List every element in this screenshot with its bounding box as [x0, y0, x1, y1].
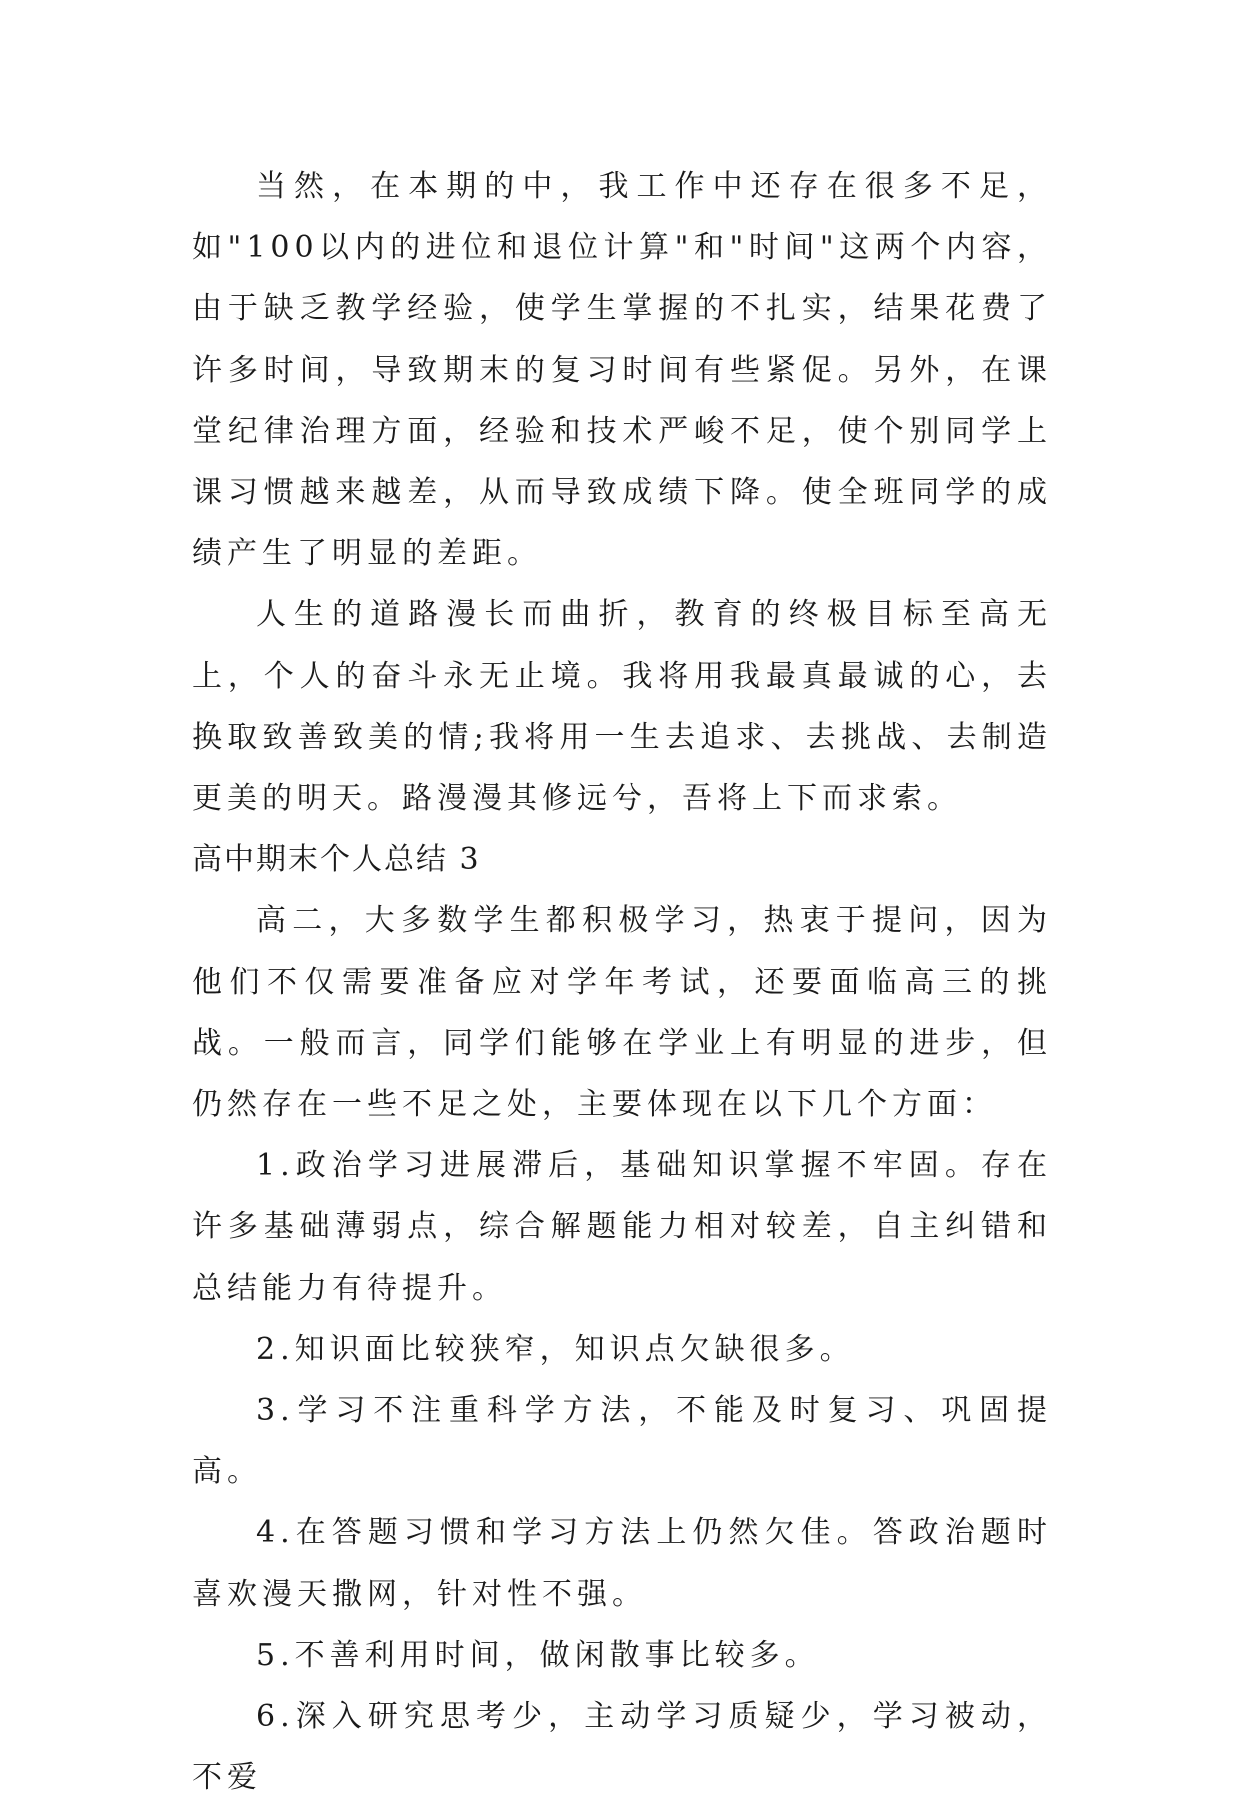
- document-body: [192, 156, 1052, 1808]
- paragraph-life-path: 人生的道路漫长而曲折，教育的终极目标至高无上，个人的奋斗永无止境。我将用我最真最诚的心，去换取致善致美的情;我将用一生去追求、去挑战、去制造更美的明天。路漫漫其修远兮，吾将上下而求索。: [192, 597, 1052, 817]
- list-item-2: 2.知识面比较狭窄，知识点欠缺很多。: [256, 1331, 855, 1367]
- section-heading: 高中期末个人总结 3: [192, 842, 481, 878]
- list-item-5: 5.不善利用时间，做闲散事比较多。: [256, 1637, 820, 1673]
- list-item-1: 1.政治学习进展滞后，基础知识掌握不牢固。存在许多基础薄弱点，综合解题能力相对较差，自主纠错和总结能力有待提升。: [192, 1148, 1052, 1306]
- paragraph-grade-two: 高二，大多数学生都积极学习，热衷于提问，因为他们不仅需要准备应对学年考试，还要面临高三的挑战。一般而言，同学们能够在学业上有明显的进步，但仍然存在一些不足之处，主要体现在以下几个方面：: [192, 903, 1052, 1123]
- paragraph-shortcomings: 当然，在本期的中，我工作中还存在很多不足，如"100以内的进位和退位计算"和"时间"这两个内容，由于缺乏教学经验，使学生掌握的不扎实，结果花费了许多时间，导致期末的复习时间有些紧促。另外，在课堂纪律治理方面，经验和技术严峻不足，使个别同学上课习惯越来越差，从而导致成绩下降。使全班同学的成绩产生了明显的差距。: [192, 169, 1052, 572]
- list-item-4: 4.在答题习惯和学习方法上仍然欠佳。答政治题时喜欢漫天撒网，针对性不强。: [192, 1515, 1052, 1612]
- list-item-3: 3.学习不注重科学方法，不能及时复习、巩固提高。: [192, 1393, 1052, 1490]
- list-item-6: 6.深入研究思考少，主动学习质疑少，学习被动，不爱: [192, 1699, 1052, 1796]
